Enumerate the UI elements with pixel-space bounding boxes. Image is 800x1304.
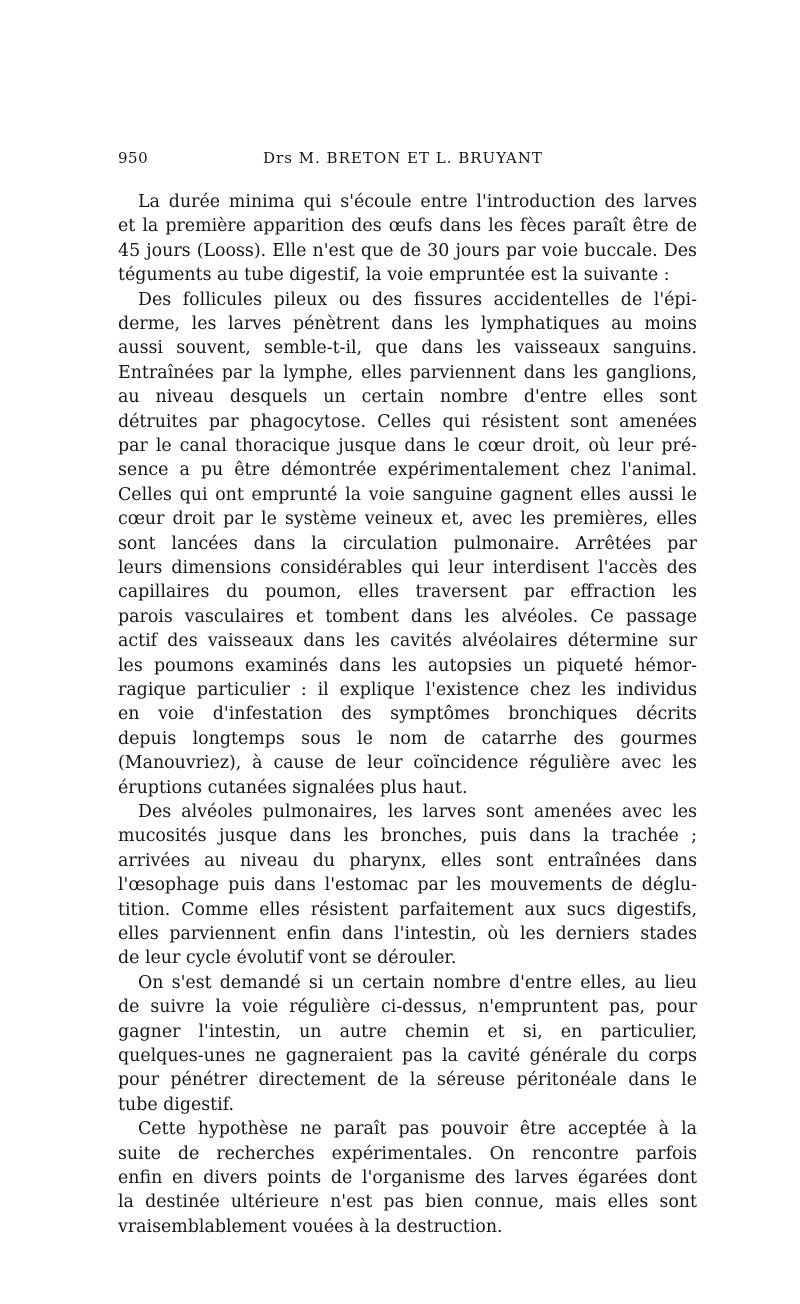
- text-line: parois vasculaires et tombent dans les alvéoles. Ce passage: [118, 606, 697, 627]
- text-line: arrivées au niveau du pharynx, elles sont entraînées dans: [118, 850, 697, 871]
- text-line: sence a pu être démontrée expérimentalement chez l'animal.: [118, 460, 697, 481]
- text-line: sont lancées dans la circulation pulmonaire. Arrêtées par: [118, 533, 697, 554]
- text-line: suite de recherches expérimentales. On rencontre parfois: [118, 1143, 697, 1164]
- page-number: 950: [118, 149, 149, 167]
- text-line: 45 jours (Looss). Elle n'est que de 30 jours par voie buccale. Des: [118, 240, 697, 261]
- text-line: éruptions cutanées signalées plus haut.: [118, 777, 468, 798]
- text-line: actif des vaisseaux dans les cavités alvéolaires détermine sur: [118, 631, 697, 652]
- text-line: de suivre la voie régulière ci-dessus, n'empruntent pas, pour: [118, 997, 697, 1018]
- text-line: mucosités jusque dans les bronches, puis dans la trachée ;: [118, 826, 697, 847]
- text-line: pour pénétrer directement de la séreuse péritonéale dans le: [118, 1070, 697, 1091]
- text-line: au niveau desquels un certain nombre d'entre elles sont: [118, 387, 697, 408]
- running-head: [118, 149, 698, 169]
- text-line: La durée minima qui s'écoule entre l'introduction des larves: [138, 192, 697, 212]
- text-line: On s'est demandé si un certain nombre d'entre elles, au lieu: [138, 972, 697, 993]
- running-head-title: Drs M. BRETON ET L. BRUYANT: [263, 149, 543, 167]
- text-line: tube digestif.: [118, 1094, 235, 1115]
- text-line: en voie d'infestation des symptômes bronchiques décrits: [118, 704, 697, 725]
- text-line: vraisemblablement vouées à la destruction.: [118, 1216, 503, 1237]
- text-line: l'œsophage puis dans l'estomac par les mouvements de déglu-: [118, 875, 697, 896]
- text-line: Des alvéoles pulmonaires, les larves sont amenées avec les: [138, 802, 697, 822]
- text-line: Celles qui ont emprunté la voie sanguine gagnent elles aussi le: [118, 484, 697, 505]
- text-line: Entraînées par la lymphe, elles parviennent dans les ganglions,: [118, 362, 697, 383]
- text-line: aussi souvent, semble-t-il, que dans les vaisseaux sanguins.: [118, 338, 697, 359]
- text-line: par le canal thoracique jusque dans le cœur droit, où leur pré-: [118, 436, 697, 456]
- text-line: Des follicules pileux ou des fissures accidentelles de l'épi-: [138, 289, 697, 310]
- text-line: ragique particulier : il explique l'existence chez les individus: [118, 680, 697, 700]
- text-line: (Manouvriez), à cause de leur coïncidence régulière avec les: [118, 753, 697, 774]
- text-line: Cette hypothèse ne paraît pas pouvoir être acceptée à la: [138, 1119, 697, 1140]
- text-line: et la première apparition des œufs dans les fèces paraît être de: [118, 216, 697, 237]
- text-line: la destinée ultérieure n'est pas bien connue, mais elles sont: [118, 1192, 697, 1213]
- text-line: cœur droit par le système veineux et, avec les premières, elles: [118, 509, 697, 530]
- text-line: gagner l'intestin, un autre chemin et si, en particulier,: [118, 1021, 697, 1042]
- text-line: de leur cycle évolutif vont se dérouler.: [118, 948, 457, 969]
- text-line: les poumons examinés dans les autopsies un piqueté hémor-: [118, 655, 697, 676]
- text-line: enfin en divers points de l'organisme des larves égarées dont: [118, 1168, 697, 1188]
- text-line: derme, les larves pénètrent dans les lymphatiques au moins: [118, 314, 697, 334]
- text-line: elles parviennent enfin dans l'intestin, où les derniers stades: [118, 924, 697, 944]
- text-line: détruites par phagocytose. Celles qui résistent sont amenées: [118, 411, 697, 432]
- text-line: capillaires du poumon, elles traversent par effraction les: [118, 582, 697, 603]
- text-line: téguments au tube digestif, la voie empruntée est la suivante :: [118, 265, 670, 286]
- text-line: depuis longtemps sous le nom de catarrhe des gourmes: [118, 728, 697, 749]
- text-line: tition. Comme elles résistent parfaitement aux sucs digestifs,: [118, 899, 697, 920]
- text-line: leurs dimensions considérables qui leur interdisent l'accès des: [118, 558, 697, 578]
- text-line: quelques-unes ne gagneraient pas la cavité générale du corps: [118, 1046, 697, 1066]
